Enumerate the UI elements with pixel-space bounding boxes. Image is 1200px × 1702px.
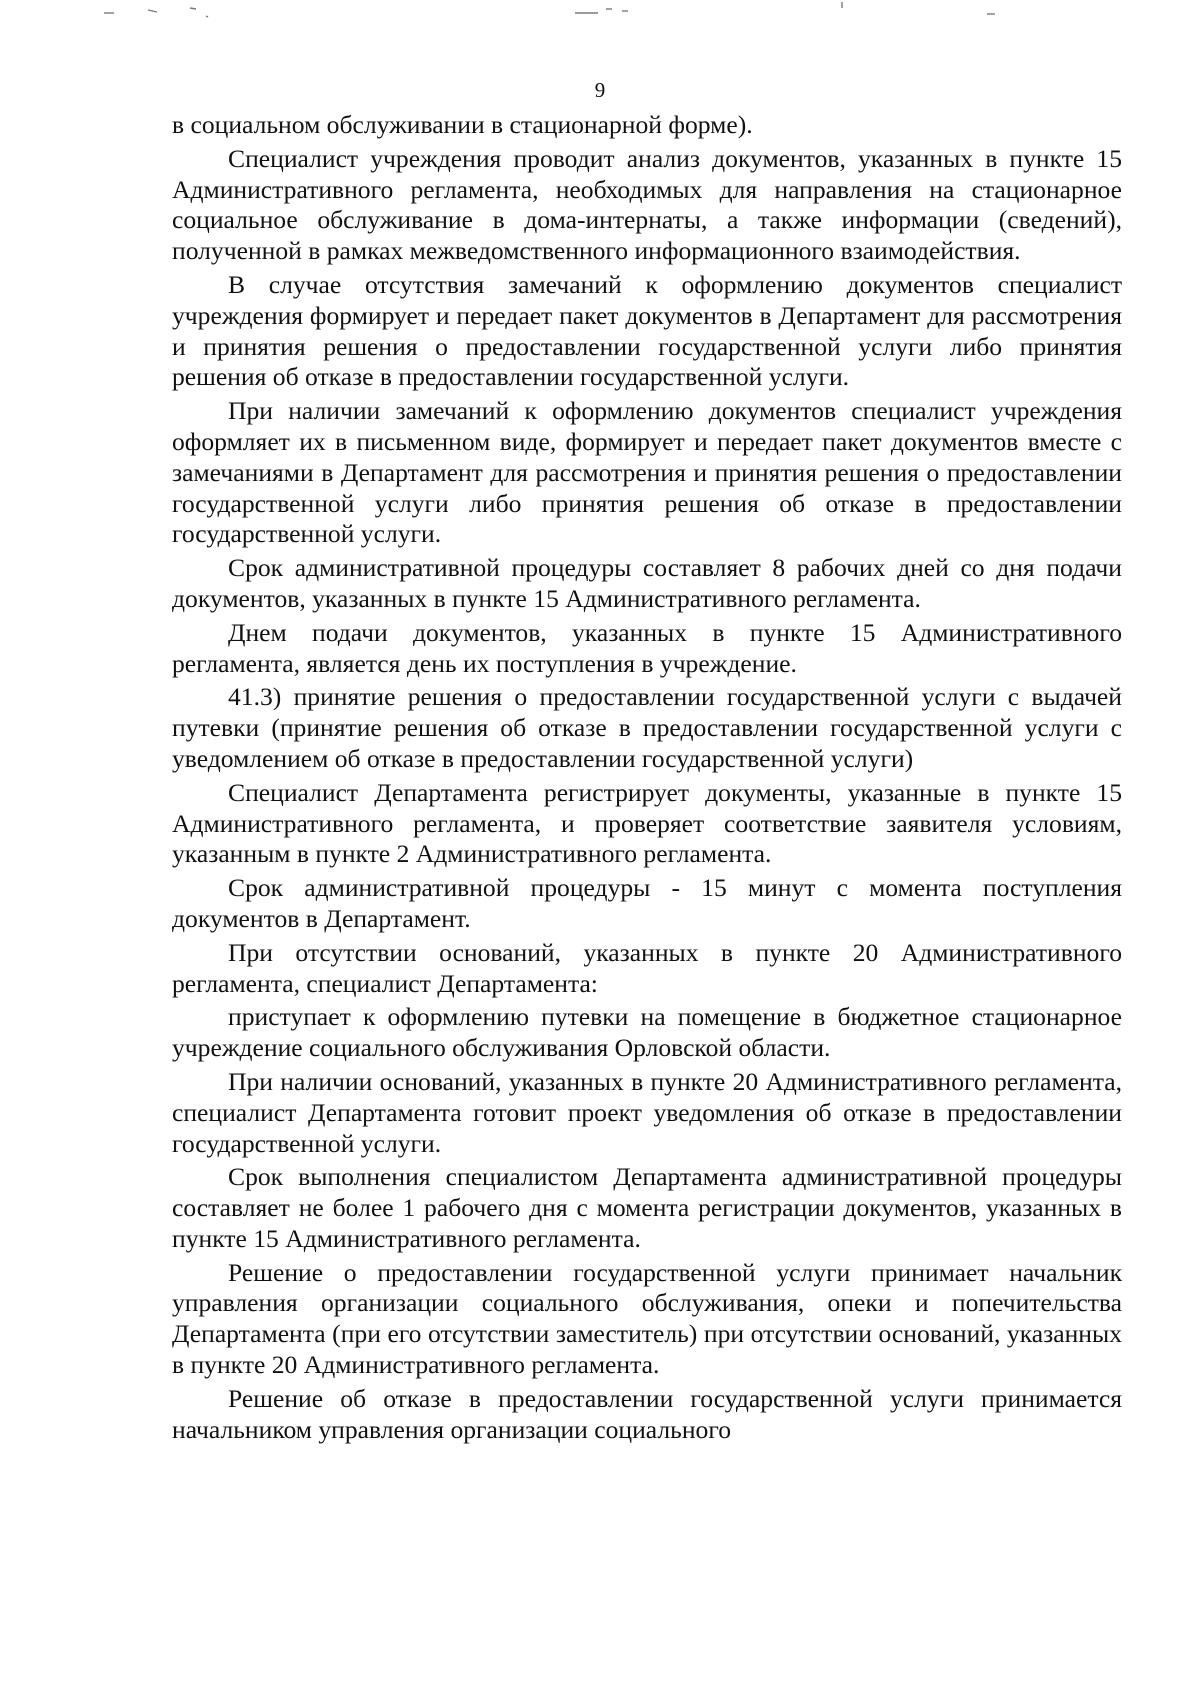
paragraph: При наличии замечаний к оформлению документов специалист учреждения оформляет их в письменном виде, формирует и передает пакет документов вместе с замечаниями в Департамент для рассмотрения и принятия решения о предоставлении государственной услуги либо принятия решения об отказе в предоставлении государственной услуги.	[172, 396, 1122, 549]
paragraph: В случае отсутствия замечаний к оформлению документов специалист учреждения формирует и передает пакет документов в Департамент для рассмотрения и принятия решения о предоставлении государственной услуги либо принятия решения об отказе в предоставлении государственной услуги.	[172, 269, 1122, 392]
paragraph: 41.3) принятие решения о предоставлении государственной услуги с выдачей путевки (принятие решения об отказе в предоставлении государственной услуги с уведомлением об отказе в предоставлении государственной услуги)	[172, 682, 1122, 773]
scan-artifacts	[0, 0, 1200, 40]
page-number: 9	[594, 78, 606, 102]
paragraph: Срок выполнения специалистом Департамента административной процедуры составляет не более 1 рабочего дня с момента регистрации документов, указанных в пункте 15 Административного регламента.	[172, 1162, 1122, 1253]
paragraph: приступает к оформлению путевки на помещение в бюджетное стационарное учреждение социального обслуживания Орловской области.	[172, 1002, 1122, 1063]
paragraph: Срок административной процедуры составляет 8 рабочих дней со дня подачи документов, указанных в пункте 15 Административного регламента.	[172, 553, 1122, 613]
paragraph: Специалист учреждения проводит анализ документов, указанных в пункте 15 Административного регламента, необходимых для направления на стационарное социальное обслуживание в дома-интернаты, а также информации (сведений), полученной в рамках межведомственного информационного взаимодействия.	[172, 143, 1122, 266]
paragraph: При наличии оснований, указанных в пункте 20 Административного регламента, специалист Департамента готовит проект уведомления об отказе в предоставлении государственной услуги.	[172, 1066, 1122, 1158]
document-body	[172, 110, 1122, 1448]
paragraph: Решение о предоставлении государственной услуги принимает начальник управления организации социального обслуживания, опеки и попечительства Департамента (при его отсутствии заместитель) при отсутствии оснований, указанных в пункте 20 Административного регламента.	[172, 1257, 1122, 1380]
paragraph: в социальном обслуживании в стационарной форме).	[172, 110, 753, 139]
paragraph: Решение об отказе в предоставлении государственной услуги принимается начальником управления организации социального	[172, 1383, 1122, 1444]
paragraph: Срок административной процедуры - 15 минут с момента поступления документов в Департамент.	[172, 873, 1122, 933]
paragraph: Специалист Департамента регистрирует документы, указанные в пункте 15 Административного регламента, и проверяет соответствие заявителя условиям, указанным в пункте 2 Административного регламента.	[172, 777, 1122, 869]
paragraph: При отсутствии оснований, указанных в пункте 20 Административного регламента, специалист Департамента:	[172, 937, 1122, 998]
paragraph: Днем подачи документов, указанных в пункте 15 Административного регламента, является день их поступления в учреждение.	[172, 617, 1122, 678]
